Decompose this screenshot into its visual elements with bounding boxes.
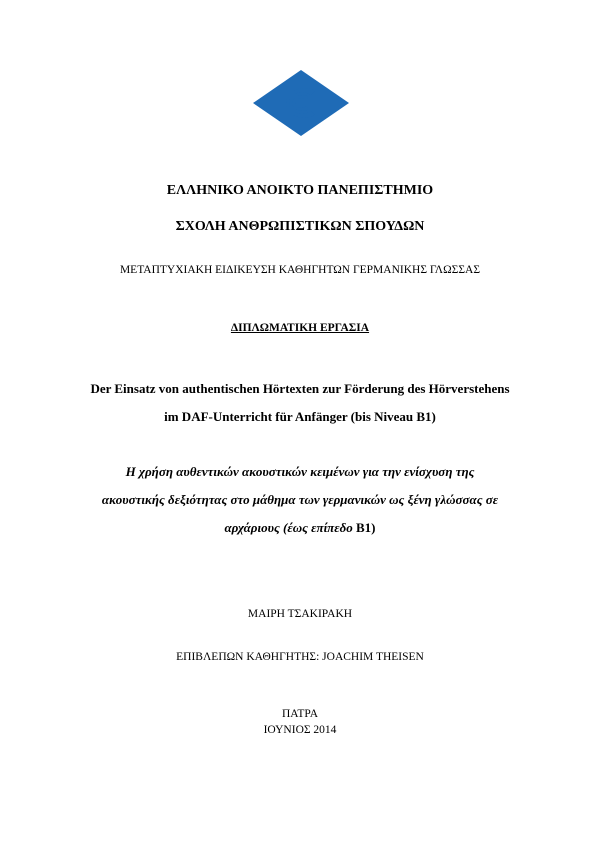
supervisor: ΕΠΙΒΛΕΠΩΝ ΚΑΘΗΓΗΤΗΣ: JOACHIM THEISEN [176, 651, 424, 663]
university-logo-icon [253, 70, 349, 136]
school-name: ΣΧΟΛΗ ΑΝΘΡΩΠΙΣΤΙΚΩΝ ΣΠΟΥΔΩΝ [175, 219, 425, 234]
greek-title [40, 458, 560, 542]
greek-title-line-3-italic: αρχάριους (έως επίπεδο [224, 520, 357, 535]
university-name: ΕΛΛΗΝΙΚΟ ΑΝΟΙΚΤΟ ΠΑΝΕΠΙΣΤΗΜΙΟ [166, 183, 434, 198]
specialization: ΜΕΤΑΠΤΥΧΙΑΚΗ ΕΙΔΙΚΕΥΣΗ ΚΑΘΗΓΗΤΩΝ ΓΕΡΜΑΝΙΚΗΣ ΓΛΩΣΣΑΣ [119, 264, 481, 276]
greek-title-line-1: Η χρήση αυθεντικών ακουστικών κειμένων για την ενίσχυση της [125, 464, 475, 479]
greek-title-line-2: ακουστικής δεξιότητας στο μάθημα των γερμανικών ως ξένη γλώσσας σε [101, 492, 499, 507]
greek-title-line-3 [40, 514, 560, 542]
german-title [40, 375, 560, 431]
place: ΠΑΤΡΑ [281, 708, 319, 720]
date: ΙΟΥΝΙΟΣ 2014 [263, 724, 337, 736]
german-title-line-2: im DAF-Unterricht für Anfänger (bis Niveau B1) [164, 409, 436, 424]
thesis-label: ΔΙΠΛΩΜΑΤΙΚΗ ΕΡΓΑΣΙΑ [230, 322, 370, 334]
author-name: ΜΑΙΡΗ ΤΣΑΚΙΡΑΚΗ [247, 608, 353, 620]
german-title-line-1: Der Einsatz von authentischen Hörtexten zur Förderung des Hörverstehens [90, 381, 510, 396]
greek-title-line-3-plain: B1) [356, 520, 376, 535]
